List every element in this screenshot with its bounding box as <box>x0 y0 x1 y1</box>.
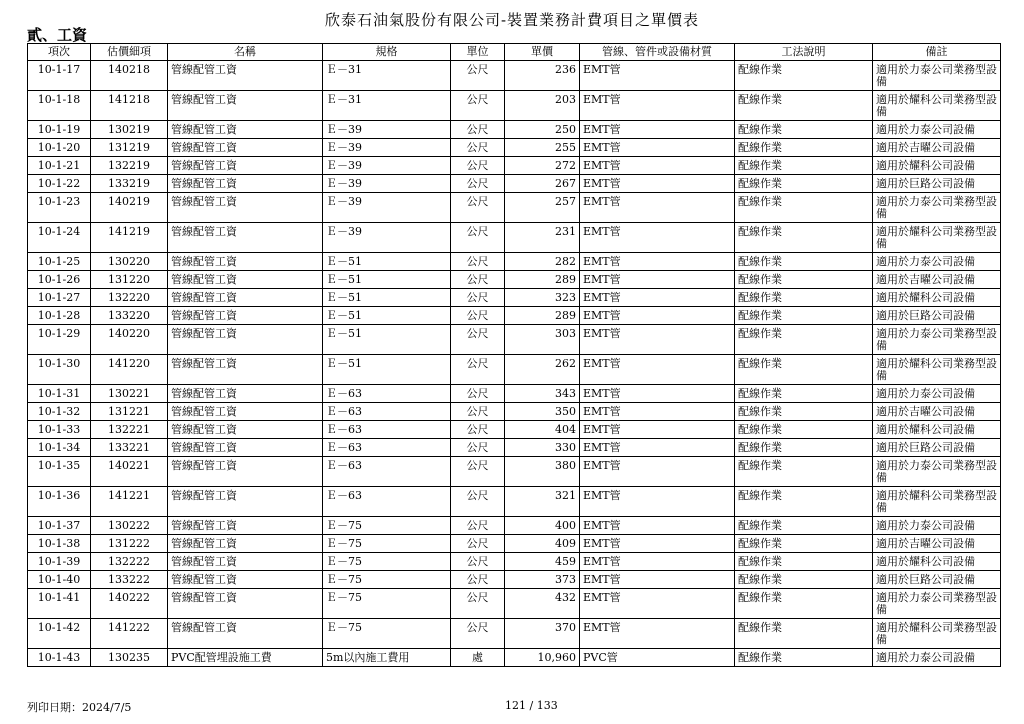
cell-item-number: 10-1-23 <box>28 193 91 223</box>
cell-item-number: 10-1-33 <box>28 421 91 439</box>
cell-spec: Ｅ－31 <box>323 61 451 91</box>
cell-unit-price: 203 <box>505 91 580 121</box>
cell-detail-code: 132222 <box>91 553 168 571</box>
cell-unit-price: 330 <box>505 439 580 457</box>
cell-unit-price: 262 <box>505 355 580 385</box>
col-header-method: 工法說明 <box>735 44 873 61</box>
cell-item-name: 管線配管工資 <box>168 91 323 121</box>
table-row <box>28 619 1001 649</box>
cell-method: 配線作業 <box>735 535 873 553</box>
cell-unit: 公尺 <box>451 403 505 421</box>
cell-material: EMT管 <box>580 307 735 325</box>
cell-unit: 公尺 <box>451 121 505 139</box>
cell-unit-price: 323 <box>505 289 580 307</box>
cell-note: 適用於吉曜公司設備 <box>873 535 1001 553</box>
cell-item-name: 管線配管工資 <box>168 289 323 307</box>
cell-method: 配線作業 <box>735 355 873 385</box>
table-row <box>28 325 1001 355</box>
cell-method: 配線作業 <box>735 61 873 91</box>
cell-item-number: 10-1-34 <box>28 439 91 457</box>
cell-spec: Ｅ－63 <box>323 487 451 517</box>
cell-unit: 公尺 <box>451 619 505 649</box>
cell-unit-price: 257 <box>505 193 580 223</box>
cell-item-number: 10-1-30 <box>28 355 91 385</box>
cell-spec: Ｅ－75 <box>323 535 451 553</box>
cell-note: 適用於耀科公司業務型設備 <box>873 223 1001 253</box>
cell-spec: Ｅ－39 <box>323 121 451 139</box>
cell-detail-code: 140221 <box>91 457 168 487</box>
cell-detail-code: 140220 <box>91 325 168 355</box>
cell-detail-code: 130235 <box>91 649 168 667</box>
cell-detail-code: 132219 <box>91 157 168 175</box>
cell-detail-code: 131221 <box>91 403 168 421</box>
cell-material: EMT管 <box>580 325 735 355</box>
table-row <box>28 289 1001 307</box>
cell-item-number: 10-1-29 <box>28 325 91 355</box>
cell-spec: Ｅ－75 <box>323 619 451 649</box>
cell-item-name: 管線配管工資 <box>168 271 323 289</box>
print-date: 列印日期：2024/7/5 <box>27 701 132 714</box>
price-table <box>27 43 1001 667</box>
cell-detail-code: 133219 <box>91 175 168 193</box>
cell-item-number: 10-1-41 <box>28 589 91 619</box>
cell-item-name: 管線配管工資 <box>168 487 323 517</box>
cell-note: 適用於耀科公司設備 <box>873 421 1001 439</box>
cell-unit-price: 380 <box>505 457 580 487</box>
cell-material: PVC管 <box>580 649 735 667</box>
cell-item-name: 管線配管工資 <box>168 175 323 193</box>
cell-unit: 公尺 <box>451 439 505 457</box>
cell-note: 適用於力泰公司業務型設備 <box>873 61 1001 91</box>
cell-note: 適用於耀科公司業務型設備 <box>873 355 1001 385</box>
col-header-spec: 規格 <box>323 44 451 61</box>
cell-item-name: 管線配管工資 <box>168 121 323 139</box>
cell-method: 配線作業 <box>735 439 873 457</box>
cell-material: EMT管 <box>580 271 735 289</box>
table-row <box>28 439 1001 457</box>
cell-unit-price: 255 <box>505 139 580 157</box>
cell-note: 適用於吉曜公司設備 <box>873 139 1001 157</box>
cell-item-number: 10-1-27 <box>28 289 91 307</box>
cell-spec: Ｅ－51 <box>323 355 451 385</box>
cell-unit-price: 289 <box>505 271 580 289</box>
cell-item-number: 10-1-17 <box>28 61 91 91</box>
cell-method: 配線作業 <box>735 121 873 139</box>
cell-item-number: 10-1-38 <box>28 535 91 553</box>
cell-spec: Ｅ－51 <box>323 307 451 325</box>
cell-detail-code: 133221 <box>91 439 168 457</box>
cell-note: 適用於力泰公司設備 <box>873 517 1001 535</box>
table-row <box>28 457 1001 487</box>
table-row <box>28 517 1001 535</box>
cell-spec: Ｅ－51 <box>323 271 451 289</box>
cell-unit: 公尺 <box>451 517 505 535</box>
cell-unit-price: 272 <box>505 157 580 175</box>
cell-unit: 公尺 <box>451 535 505 553</box>
cell-unit: 公尺 <box>451 385 505 403</box>
cell-unit-price: 10,960 <box>505 649 580 667</box>
cell-note: 適用於力泰公司業務型設備 <box>873 457 1001 487</box>
cell-spec: Ｅ－63 <box>323 457 451 487</box>
cell-spec: Ｅ－75 <box>323 571 451 589</box>
cell-method: 配線作業 <box>735 517 873 535</box>
cell-unit-price: 350 <box>505 403 580 421</box>
cell-unit: 公尺 <box>451 307 505 325</box>
cell-unit: 公尺 <box>451 289 505 307</box>
cell-detail-code: 131219 <box>91 139 168 157</box>
cell-material: EMT管 <box>580 403 735 421</box>
cell-note: 適用於吉曜公司設備 <box>873 271 1001 289</box>
cell-spec: Ｅ－75 <box>323 553 451 571</box>
table-row <box>28 649 1001 667</box>
cell-unit: 公尺 <box>451 457 505 487</box>
table-row <box>28 271 1001 289</box>
cell-unit: 公尺 <box>451 571 505 589</box>
table-row <box>28 193 1001 223</box>
cell-unit: 公尺 <box>451 589 505 619</box>
cell-note: 適用於巨路公司設備 <box>873 307 1001 325</box>
cell-item-name: 管線配管工資 <box>168 61 323 91</box>
cell-note: 適用於力泰公司業務型設備 <box>873 589 1001 619</box>
cell-detail-code: 130221 <box>91 385 168 403</box>
cell-material: EMT管 <box>580 517 735 535</box>
cell-material: EMT管 <box>580 223 735 253</box>
cell-unit-price: 303 <box>505 325 580 355</box>
col-header-price: 單價 <box>505 44 580 61</box>
table-row <box>28 61 1001 91</box>
cell-item-name: 管線配管工資 <box>168 403 323 421</box>
cell-note: 適用於巨路公司設備 <box>873 571 1001 589</box>
cell-material: EMT管 <box>580 571 735 589</box>
cell-material: EMT管 <box>580 619 735 649</box>
cell-note: 適用於力泰公司業務型設備 <box>873 325 1001 355</box>
cell-unit-price: 373 <box>505 571 580 589</box>
cell-item-number: 10-1-25 <box>28 253 91 271</box>
cell-material: EMT管 <box>580 175 735 193</box>
cell-unit-price: 432 <box>505 589 580 619</box>
cell-detail-code: 140219 <box>91 193 168 223</box>
cell-item-number: 10-1-18 <box>28 91 91 121</box>
cell-item-name: 管線配管工資 <box>168 193 323 223</box>
cell-unit-price: 343 <box>505 385 580 403</box>
cell-method: 配線作業 <box>735 91 873 121</box>
cell-detail-code: 132220 <box>91 289 168 307</box>
cell-item-name: 管線配管工資 <box>168 307 323 325</box>
cell-detail-code: 140222 <box>91 589 168 619</box>
cell-note: 適用於耀科公司業務型設備 <box>873 619 1001 649</box>
cell-detail-code: 141222 <box>91 619 168 649</box>
cell-item-name: 管線配管工資 <box>168 619 323 649</box>
cell-note: 適用於耀科公司業務型設備 <box>873 91 1001 121</box>
cell-material: EMT管 <box>580 457 735 487</box>
cell-item-number: 10-1-35 <box>28 457 91 487</box>
cell-method: 配線作業 <box>735 571 873 589</box>
cell-material: EMT管 <box>580 121 735 139</box>
cell-unit: 公尺 <box>451 139 505 157</box>
cell-unit-price: 282 <box>505 253 580 271</box>
table-body <box>28 61 1001 667</box>
col-header-unit: 單位 <box>451 44 505 61</box>
cell-detail-code: 132221 <box>91 421 168 439</box>
cell-method: 配線作業 <box>735 619 873 649</box>
col-header-item: 項次 <box>28 44 91 61</box>
cell-item-name: 管線配管工資 <box>168 589 323 619</box>
cell-unit: 公尺 <box>451 157 505 175</box>
table-row <box>28 307 1001 325</box>
cell-item-name: 管線配管工資 <box>168 535 323 553</box>
cell-method: 配線作業 <box>735 325 873 355</box>
cell-unit: 公尺 <box>451 487 505 517</box>
cell-spec: Ｅ－75 <box>323 517 451 535</box>
cell-item-name: 管線配管工資 <box>168 439 323 457</box>
cell-item-number: 10-1-36 <box>28 487 91 517</box>
cell-item-name: 管線配管工資 <box>168 253 323 271</box>
cell-note: 適用於吉曜公司設備 <box>873 403 1001 421</box>
cell-item-name: 管線配管工資 <box>168 517 323 535</box>
cell-material: EMT管 <box>580 355 735 385</box>
table-row <box>28 121 1001 139</box>
cell-material: EMT管 <box>580 139 735 157</box>
cell-spec: Ｅ－39 <box>323 157 451 175</box>
cell-unit: 公尺 <box>451 253 505 271</box>
cell-unit-price: 404 <box>505 421 580 439</box>
cell-note: 適用於耀科公司設備 <box>873 157 1001 175</box>
cell-item-number: 10-1-24 <box>28 223 91 253</box>
cell-material: EMT管 <box>580 439 735 457</box>
table-row <box>28 385 1001 403</box>
table-row <box>28 355 1001 385</box>
cell-method: 配線作業 <box>735 139 873 157</box>
cell-method: 配線作業 <box>735 271 873 289</box>
cell-item-name: 管線配管工資 <box>168 223 323 253</box>
cell-item-name: 管線配管工資 <box>168 571 323 589</box>
cell-method: 配線作業 <box>735 421 873 439</box>
table-row <box>28 175 1001 193</box>
cell-material: EMT管 <box>580 253 735 271</box>
cell-spec: Ｅ－39 <box>323 193 451 223</box>
cell-method: 配線作業 <box>735 175 873 193</box>
table-row <box>28 403 1001 421</box>
cell-unit-price: 321 <box>505 487 580 517</box>
cell-unit-price: 370 <box>505 619 580 649</box>
cell-detail-code: 130222 <box>91 517 168 535</box>
cell-unit: 處 <box>451 649 505 667</box>
cell-spec: Ｅ－31 <box>323 91 451 121</box>
cell-note: 適用於耀科公司業務型設備 <box>873 487 1001 517</box>
col-header-material: 管線、管件或設備材質 <box>580 44 735 61</box>
cell-detail-code: 130220 <box>91 253 168 271</box>
cell-note: 適用於巨路公司設備 <box>873 439 1001 457</box>
table-row <box>28 223 1001 253</box>
cell-detail-code: 131222 <box>91 535 168 553</box>
cell-unit-price: 250 <box>505 121 580 139</box>
cell-spec: Ｅ－51 <box>323 253 451 271</box>
cell-spec: Ｅ－39 <box>323 139 451 157</box>
cell-detail-code: 141218 <box>91 91 168 121</box>
cell-method: 配線作業 <box>735 589 873 619</box>
cell-note: 適用於耀科公司設備 <box>873 289 1001 307</box>
cell-item-name: 管線配管工資 <box>168 139 323 157</box>
table-row <box>28 157 1001 175</box>
cell-material: EMT管 <box>580 61 735 91</box>
cell-unit-price: 400 <box>505 517 580 535</box>
cell-detail-code: 141219 <box>91 223 168 253</box>
cell-method: 配線作業 <box>735 253 873 271</box>
cell-item-number: 10-1-28 <box>28 307 91 325</box>
cell-spec: 5m以內施工費用 <box>323 649 451 667</box>
cell-unit: 公尺 <box>451 325 505 355</box>
cell-item-name: 管線配管工資 <box>168 325 323 355</box>
cell-item-name: 管線配管工資 <box>168 355 323 385</box>
cell-spec: Ｅ－75 <box>323 589 451 619</box>
cell-method: 配線作業 <box>735 289 873 307</box>
cell-detail-code: 133220 <box>91 307 168 325</box>
cell-method: 配線作業 <box>735 157 873 175</box>
cell-unit: 公尺 <box>451 175 505 193</box>
cell-material: EMT管 <box>580 421 735 439</box>
cell-item-number: 10-1-19 <box>28 121 91 139</box>
cell-item-number: 10-1-42 <box>28 619 91 649</box>
table-row <box>28 139 1001 157</box>
cell-detail-code: 140218 <box>91 61 168 91</box>
table-row <box>28 421 1001 439</box>
cell-item-number: 10-1-32 <box>28 403 91 421</box>
cell-detail-code: 133222 <box>91 571 168 589</box>
cell-unit: 公尺 <box>451 193 505 223</box>
cell-material: EMT管 <box>580 91 735 121</box>
cell-item-number: 10-1-31 <box>28 385 91 403</box>
table-row <box>28 253 1001 271</box>
cell-method: 配線作業 <box>735 457 873 487</box>
cell-material: EMT管 <box>580 553 735 571</box>
cell-material: EMT管 <box>580 535 735 553</box>
cell-detail-code: 141220 <box>91 355 168 385</box>
cell-spec: Ｅ－39 <box>323 175 451 193</box>
cell-material: EMT管 <box>580 289 735 307</box>
section-heading: 貳、工資 <box>27 26 88 44</box>
cell-unit: 公尺 <box>451 271 505 289</box>
cell-item-name: 管線配管工資 <box>168 457 323 487</box>
cell-method: 配線作業 <box>735 403 873 421</box>
cell-unit-price: 267 <box>505 175 580 193</box>
cell-unit: 公尺 <box>451 223 505 253</box>
col-header-note: 備註 <box>873 44 1001 61</box>
cell-material: EMT管 <box>580 193 735 223</box>
cell-item-number: 10-1-40 <box>28 571 91 589</box>
cell-detail-code: 130219 <box>91 121 168 139</box>
cell-unit-price: 231 <box>505 223 580 253</box>
cell-note: 適用於耀科公司設備 <box>873 553 1001 571</box>
cell-method: 配線作業 <box>735 193 873 223</box>
table-header-row <box>28 44 1001 61</box>
table-row <box>28 589 1001 619</box>
cell-note: 適用於力泰公司設備 <box>873 121 1001 139</box>
cell-spec: Ｅ－51 <box>323 325 451 355</box>
cell-unit: 公尺 <box>451 355 505 385</box>
col-header-detail: 估價細項 <box>91 44 168 61</box>
table-row <box>28 487 1001 517</box>
cell-unit-price: 459 <box>505 553 580 571</box>
cell-unit-price: 236 <box>505 61 580 91</box>
cell-material: EMT管 <box>580 589 735 619</box>
table-row <box>28 571 1001 589</box>
cell-note: 適用於力泰公司設備 <box>873 253 1001 271</box>
cell-item-number: 10-1-26 <box>28 271 91 289</box>
cell-item-number: 10-1-20 <box>28 139 91 157</box>
page-title: 欣泰石油氣股份有限公司-裝置業務計費項目之單價表 <box>324 11 700 29</box>
cell-spec: Ｅ－63 <box>323 385 451 403</box>
cell-note: 適用於力泰公司業務型設備 <box>873 193 1001 223</box>
cell-item-name: 管線配管工資 <box>168 421 323 439</box>
page-number: 121 / 133 <box>505 699 558 712</box>
cell-item-name: 管線配管工資 <box>168 385 323 403</box>
table-row <box>28 535 1001 553</box>
cell-spec: Ｅ－63 <box>323 439 451 457</box>
cell-item-number: 10-1-39 <box>28 553 91 571</box>
cell-unit: 公尺 <box>451 91 505 121</box>
cell-spec: Ｅ－63 <box>323 403 451 421</box>
cell-note: 適用於力泰公司設備 <box>873 385 1001 403</box>
cell-item-name: 管線配管工資 <box>168 157 323 175</box>
cell-unit: 公尺 <box>451 553 505 571</box>
cell-item-number: 10-1-22 <box>28 175 91 193</box>
cell-unit: 公尺 <box>451 421 505 439</box>
cell-detail-code: 141221 <box>91 487 168 517</box>
table-row <box>28 553 1001 571</box>
col-header-name: 名稱 <box>168 44 323 61</box>
cell-item-number: 10-1-21 <box>28 157 91 175</box>
table-row <box>28 91 1001 121</box>
cell-detail-code: 131220 <box>91 271 168 289</box>
cell-spec: Ｅ－63 <box>323 421 451 439</box>
cell-unit-price: 289 <box>505 307 580 325</box>
cell-spec: Ｅ－39 <box>323 223 451 253</box>
cell-item-number: 10-1-37 <box>28 517 91 535</box>
cell-item-name: 管線配管工資 <box>168 553 323 571</box>
cell-unit-price: 409 <box>505 535 580 553</box>
cell-spec: Ｅ－51 <box>323 289 451 307</box>
cell-material: EMT管 <box>580 157 735 175</box>
cell-item-number: 10-1-43 <box>28 649 91 667</box>
cell-method: 配線作業 <box>735 649 873 667</box>
cell-method: 配線作業 <box>735 487 873 517</box>
cell-material: EMT管 <box>580 385 735 403</box>
cell-method: 配線作業 <box>735 553 873 571</box>
cell-note: 適用於巨路公司設備 <box>873 175 1001 193</box>
cell-item-name: PVC配管埋設施工費 <box>168 649 323 667</box>
cell-unit: 公尺 <box>451 61 505 91</box>
cell-method: 配線作業 <box>735 223 873 253</box>
cell-method: 配線作業 <box>735 385 873 403</box>
cell-material: EMT管 <box>580 487 735 517</box>
cell-note: 適用於力泰公司設備 <box>873 649 1001 667</box>
cell-method: 配線作業 <box>735 307 873 325</box>
